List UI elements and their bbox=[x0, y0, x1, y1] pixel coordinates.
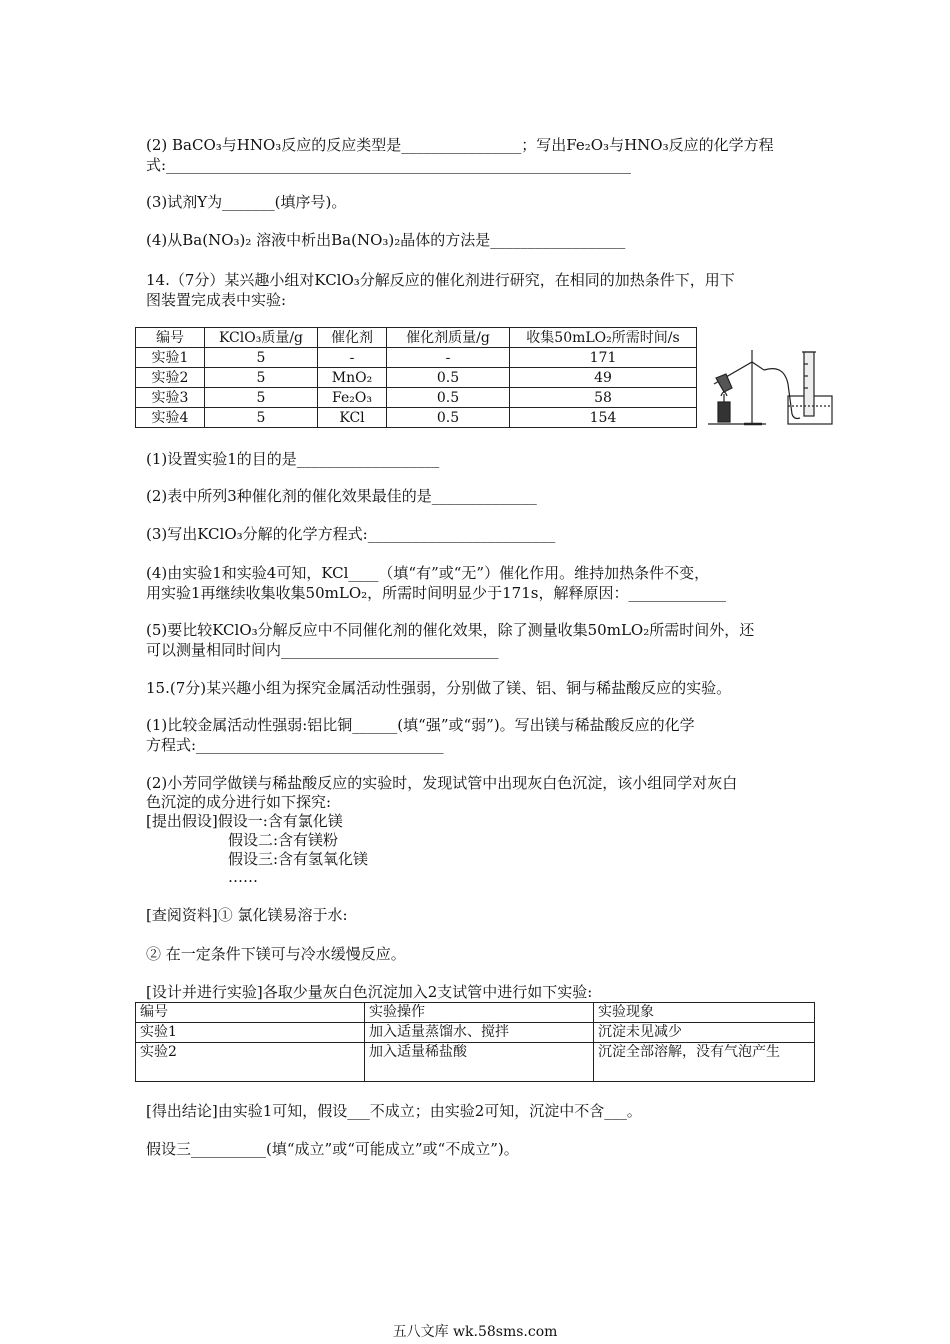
q15-reference-2: ② 在一定条件下镁可与冷水缓慢反应。 bbox=[146, 945, 406, 963]
table-cell: 沉淀未见减少 bbox=[594, 1023, 815, 1043]
table-cell: 加入适量稀盐酸 bbox=[365, 1043, 594, 1082]
table-cell: 实验4 bbox=[136, 408, 205, 428]
q15-intro: 15.(7分)某兴趣小组为探究金属活动性强弱，分别做了镁、铝、铜与稀盐酸反应的实验。 bbox=[146, 679, 732, 697]
header-cell: 编号 bbox=[136, 328, 205, 348]
table-cell: 0.5 bbox=[387, 368, 510, 388]
q14-sub3: (3)写出KClO₃分解的化学方程式:_________________________ bbox=[146, 525, 556, 543]
page-footer: 五八文库 wk.58sms.com bbox=[392, 1324, 558, 1340]
table-cell: 0.5 bbox=[387, 388, 510, 408]
header-cell: 催化剂 bbox=[318, 328, 387, 348]
q15-reference-1: [查阅资料]① 氯化镁易溶于水: bbox=[146, 906, 348, 924]
q14-sub2: (2)表中所列3种催化剂的催化效果最佳的是______________ bbox=[146, 487, 537, 505]
q14-data-table bbox=[135, 327, 697, 428]
table-cell: 实验1 bbox=[136, 1023, 365, 1043]
table-row bbox=[136, 348, 697, 368]
header-cell: 实验现象 bbox=[594, 1003, 815, 1023]
table-cell: 实验3 bbox=[136, 388, 205, 408]
table-cell: 171 bbox=[510, 348, 697, 368]
q14-sub5-line1: (5)要比较KClO₃分解反应中不同催化剂的催化效果，除了测量收集50mLO₂所需时间外，还 bbox=[146, 621, 755, 639]
q15-sub1-line1: (1)比较金属活动性强弱:铝比铜______(填“强”或“弱”)。写出镁与稀盐酸反应的化学 bbox=[146, 716, 695, 734]
q13-part2-line1: (2) BaCO₃与HNO₃反应的反应类型是________________；写出Fe₂O₃与HNO₃反应的化学方程 bbox=[146, 136, 774, 154]
table-cell: 0.5 bbox=[387, 408, 510, 428]
q15-hypothesis-3: 假设三:含有氢氧化镁 bbox=[228, 850, 369, 868]
q14-sub4-line1: (4)由实验1和实验4可知，KCl____（填“有”或“无”）催化作用。维持加热条件不变， bbox=[146, 564, 710, 582]
table-cell: 5 bbox=[205, 368, 318, 388]
table-cell: 加入适量蒸馏水、搅拌 bbox=[365, 1023, 594, 1043]
table-cell: 5 bbox=[205, 388, 318, 408]
table-cell: 实验2 bbox=[136, 368, 205, 388]
q15-hypothesis-1: [提出假设]假设一:含有氯化镁 bbox=[146, 812, 343, 830]
q15-hypothesis-2: 假设二:含有镁粉 bbox=[228, 831, 339, 849]
table-cell: 实验1 bbox=[136, 348, 205, 368]
q14-sub4-line2: 用实验1再继续收集收集50mLO₂，所需时间明显少于171s，解释原因：_____________ bbox=[146, 584, 726, 602]
table-cell: 实验2 bbox=[136, 1043, 365, 1082]
table-header-row bbox=[136, 1003, 815, 1023]
q15-hypothesis3-result: 假设三__________(填“成立”或“可能成立”或“不成立”)。 bbox=[146, 1140, 519, 1158]
q13-part4: (4)从Ba(NO₃)₂ 溶液中析出Ba(NO₃)₂晶体的方法是__________________ bbox=[146, 231, 626, 249]
table-header-row bbox=[136, 328, 697, 348]
table-cell: 49 bbox=[510, 368, 697, 388]
q15-ellipsis: …… bbox=[228, 868, 258, 886]
table-row bbox=[136, 408, 697, 428]
q14-intro-line1: 14.（7分）某兴趣小组对KClO₃分解反应的催化剂进行研究，在相同的加热条件下，用下 bbox=[146, 271, 735, 289]
header-cell: KClO₃质量/g bbox=[205, 328, 318, 348]
table-cell: 5 bbox=[205, 408, 318, 428]
q15-design: [设计并进行实验]各取少量灰白色沉淀加入2支试管中进行如下实验: bbox=[146, 983, 593, 1001]
table-cell: Fe₂O₃ bbox=[318, 388, 387, 408]
table-cell: MnO₂ bbox=[318, 368, 387, 388]
q13-part2-line2: 式:______________________________________________________________ bbox=[146, 156, 632, 174]
header-cell: 实验操作 bbox=[365, 1003, 594, 1023]
table-cell: KCl bbox=[318, 408, 387, 428]
table-cell: 5 bbox=[205, 348, 318, 368]
table-row bbox=[136, 1043, 815, 1082]
q15-experiment-table bbox=[135, 1002, 815, 1082]
table-row bbox=[136, 368, 697, 388]
table-cell: 154 bbox=[510, 408, 697, 428]
table-cell: 沉淀全部溶解，没有气泡产生 bbox=[594, 1043, 815, 1082]
header-cell: 催化剂质量/g bbox=[387, 328, 510, 348]
q15-sub1-line2: 方程式:_________________________________ bbox=[146, 736, 444, 754]
q14-sub1: (1)设置实验1的目的是___________________ bbox=[146, 450, 440, 468]
lab-apparatus-illustration bbox=[704, 344, 836, 428]
q15-sub2-line2: 色沉淀的成分进行如下探究: bbox=[146, 793, 332, 811]
q15-conclusion: [得出结论]由实验1可知，假设___不成立；由实验2可知，沉淀中不含___。 bbox=[146, 1102, 642, 1120]
q13-part3: (3)试剂Y为_______(填序号)。 bbox=[146, 193, 347, 211]
q14-intro-line2: 图装置完成表中实验: bbox=[146, 291, 287, 309]
header-cell: 收集50mLO₂所需时间/s bbox=[510, 328, 697, 348]
table-cell: - bbox=[387, 348, 510, 368]
table-row bbox=[136, 1023, 815, 1043]
header-cell: 编号 bbox=[136, 1003, 365, 1023]
table-row bbox=[136, 388, 697, 408]
table-cell: - bbox=[318, 348, 387, 368]
table-cell: 58 bbox=[510, 388, 697, 408]
q14-sub5-line2: 可以测量相同时间内_____________________________ bbox=[146, 641, 499, 659]
q15-sub2-line1: (2)小芳同学做镁与稀盐酸反应的实验时，发现试管中出现灰白色沉淀，该小组同学对灰白 bbox=[146, 774, 738, 792]
